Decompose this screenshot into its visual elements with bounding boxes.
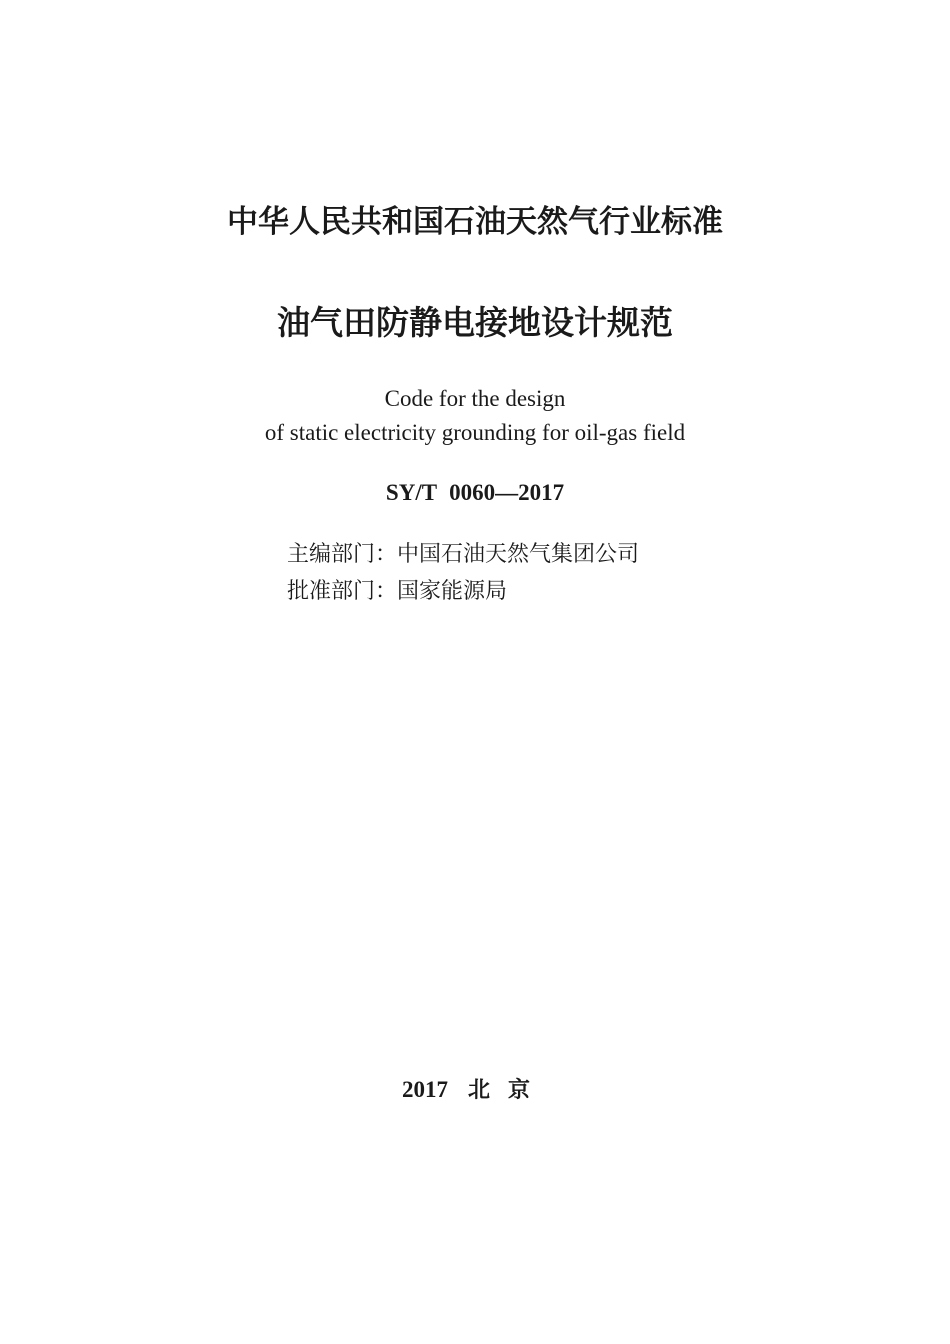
standard-number: [0, 478, 950, 508]
industry-standard-heading: 中华人民共和国石油天然气行业标准: [227, 204, 723, 240]
editor-department: [287, 539, 639, 571]
standard-number-value: 0060—2017: [449, 480, 565, 505]
document-title-english-line-1: Code for the design: [384, 386, 566, 411]
publication-year: 2017: [401, 1077, 448, 1102]
approver-department-label: 批准部门：: [287, 579, 398, 604]
editor-department-value: 中国石油天然气集团公司: [397, 542, 640, 567]
standard-code: SY/T: [385, 480, 438, 505]
publication-imprint: [0, 1074, 950, 1107]
approver-department-value: 国家能源局: [397, 579, 508, 604]
editor-department-label: 主编部门：: [287, 542, 398, 567]
document-title-chinese: 油气田防静电接地设计规范: [277, 303, 673, 342]
approver-department: [287, 576, 507, 608]
publication-city: 北京: [467, 1078, 548, 1103]
document-title-english-line-2: of static electricity grounding for oil-gas field: [264, 420, 686, 445]
